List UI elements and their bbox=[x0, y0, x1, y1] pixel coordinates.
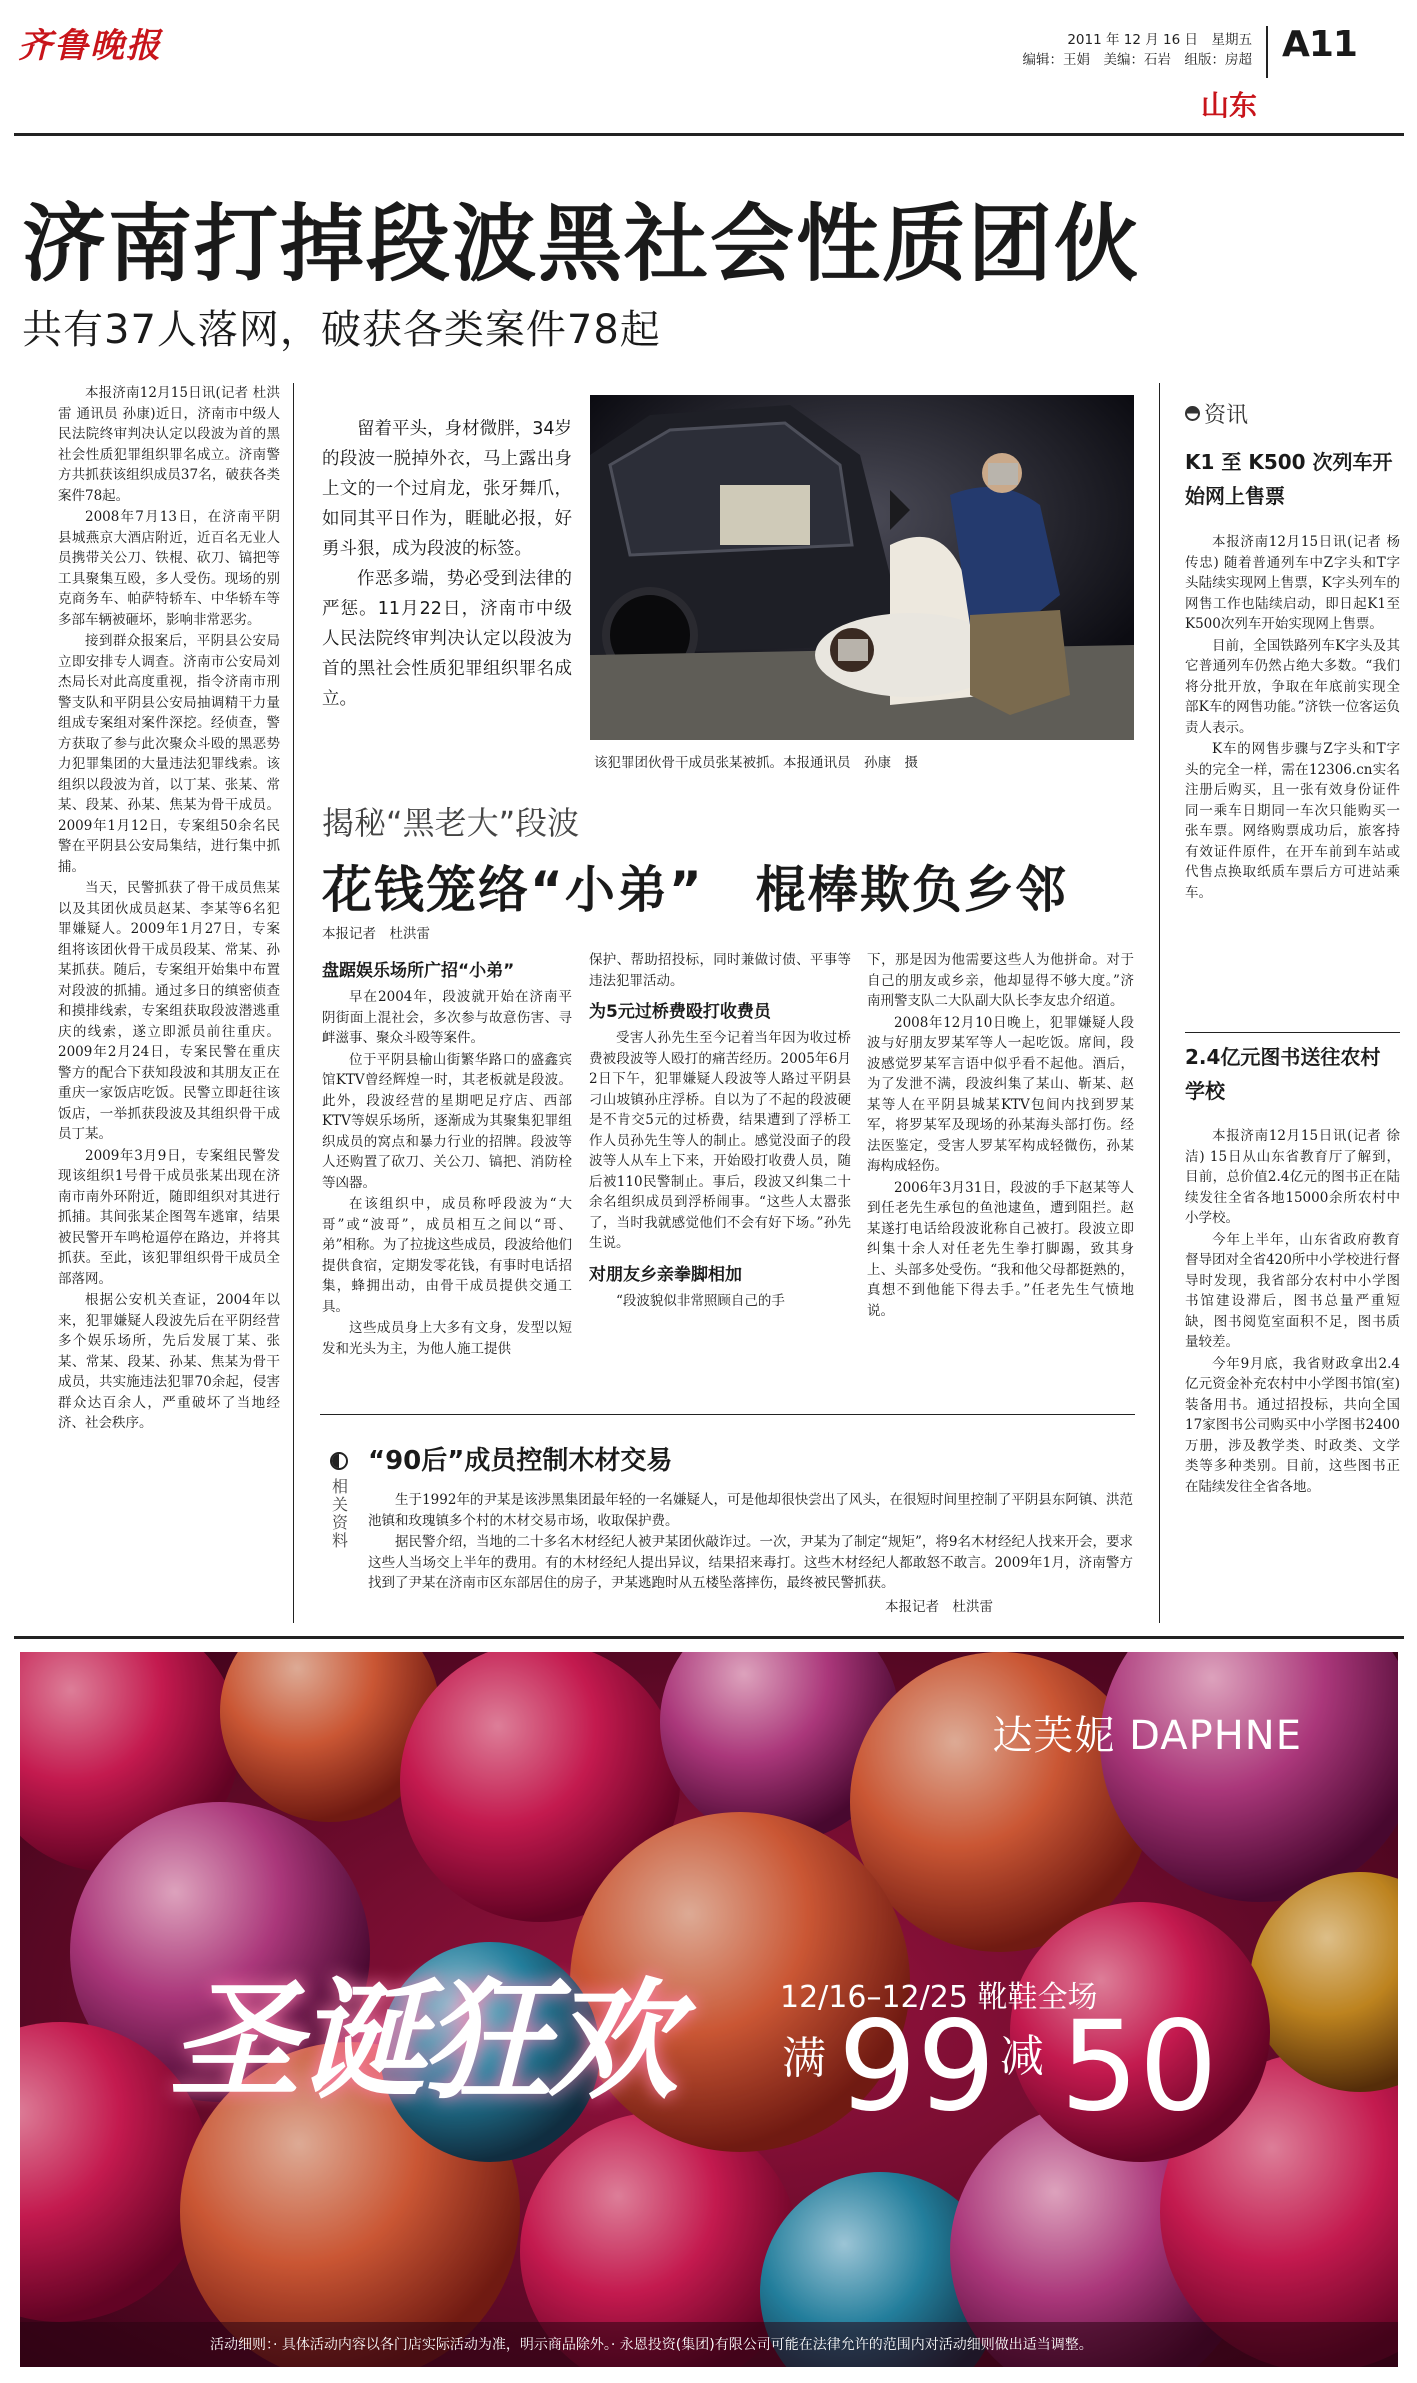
sidebar-paragraph: 今年上半年，山东省政府教育督导团对全省420所中小学校进行督导时发现，我省部分农村中小学图书馆建设滞后，图书总量严重短缺，图书阅览室面积不足，图书质量较差。 bbox=[1185, 1231, 1400, 1350]
related-info-icon bbox=[330, 1452, 348, 1470]
feature-column-1 bbox=[322, 950, 572, 1400]
sidebar-paragraph: 本报济南12月15日讯(记者 徐洁) 15日从山东省教育厅了解到，目前，总价值2.4亿元的图书正在陆续发往全省各地15000余所农村中小学校。 bbox=[1185, 1128, 1400, 1226]
page-number: A11 bbox=[1282, 24, 1357, 65]
feature-paragraph: 位于平阴县榆山街繁华路口的盛鑫宾馆KTV曾经辉煌一时，其老板就是段波。此外，段波经营的星期吧足疗店、西部KTV等娱乐场所，逐渐成为其聚集犯罪组织成员的窝点和暴力行业的招牌。段波等人还购置了砍刀、关公刀、镐把、消防栓等凶器。 bbox=[322, 1051, 572, 1191]
issue-date: 2011 年 12 月 16 日 星期五 bbox=[1067, 32, 1252, 48]
main-subheadline: 共有37人落网，破获各类案件78起 bbox=[22, 307, 661, 353]
bottom-rule bbox=[14, 1636, 1404, 1639]
feature-paragraph: 受害人孙先生至今记着当年因为收过桥费被段波等人殴打的痛苦经历。2005年6月2日下午，犯罪嫌疑人段波等人路过平阴县刁山坡镇孙庄浮桥。自以为了不起的段波硬是不肯交5元的过桥费，结果遭到了浮桥工作人员孙先生等人的制止。感觉没面子的段波等人从车上下来，开始殴打收费人员，随后被110民警制止。事后，段波又纠集二十余名组织成员到浮桥闹事。“这些人太嚣张了，当时我就感觉他们不会有好下场。”孙先生说。 bbox=[589, 1030, 851, 1251]
feature-column-2 bbox=[589, 950, 851, 1400]
feature-subhead: 对朋友乡亲拳脚相加 bbox=[589, 1264, 742, 1285]
lede-paragraph: 作恶多端，势必受到法律的严惩。11月22日，济南市中级人民法院终审判决认定以段波为首的黑社会性质犯罪组织罪名成立。 bbox=[322, 569, 572, 709]
feature-paragraph: 保护、帮助招投标，同时兼做讨债、平事等违法犯罪活动。 bbox=[589, 952, 851, 989]
promo-amount-50: 50 bbox=[1060, 1995, 1218, 2139]
sidebar-story1-headline: K1 至 K500 次列车开始网上售票 bbox=[1185, 450, 1393, 508]
feature-subhead: 为5元过桥费殴打收费员 bbox=[589, 1002, 771, 1022]
sidebar-label-text: 资讯 bbox=[1204, 403, 1249, 428]
related-paragraph: 生于1992年的尹某是该涉黑集团最年轻的一名嫌疑人，可是他却很快尝出了风头，在很短时间里控制了平阴县东阿镇、洪范池镇和玫瑰镇多个村的木材交易市场，收取保护费。 bbox=[368, 1492, 1133, 1529]
feature-paragraph: 2006年3月31日，段波的手下赵某等人到任老先生承包的鱼池逮鱼，遭到阻拦。赵某遂打电话给段波讹称自己被打。段波立即纠集十余人对任老先生拳打脚踢，致其身上、头部多处受伤。“我和他父母都挺熟的，真想不到他能下得去手。”任老先生气愤地说。 bbox=[867, 1179, 1134, 1319]
feature-byline: 本报记者 杜洪雷 bbox=[322, 926, 430, 942]
lede-column bbox=[322, 414, 572, 754]
feature-kicker: 揭秘“黑老大”段波 bbox=[322, 804, 580, 842]
sidebar-story2-body bbox=[1185, 1126, 1400, 1626]
promo-jian: 减 bbox=[1000, 2031, 1044, 2082]
feature-paragraph: 在该组织中，成员称呼段波为“大哥”或“波哥”，成员相互之间以“哥、弟”相称。为了拉拢这些成员，段波给他们提供食宿，定期发零花钱，有事时电话招集，蜂拥出动，由骨干成员提供交通工具。 bbox=[322, 1196, 572, 1315]
sidebar-label bbox=[1185, 398, 1248, 429]
promo-date: 12/16–12/25 靴鞋全场 bbox=[780, 1980, 1098, 2015]
lead-story-column bbox=[58, 383, 280, 1623]
lead-paragraph: 2008年7月13日，在济南平阴县城燕京大酒店附近，近百名无业人员携带关公刀、铁棍、砍刀、镐把等工具聚集互殴，多人受伤。现场的别克商务车、帕萨特轿车、中华轿车等多部车辆被砸坏，影响非常恶劣。 bbox=[58, 509, 280, 628]
photo-caption: 该犯罪团伙骨干成员张某被抓。本报通讯员 孙康 摄 bbox=[594, 755, 918, 771]
arrest-photo bbox=[590, 395, 1134, 740]
sidebar-divider bbox=[1159, 383, 1160, 1623]
promo-amount-99: 99 bbox=[838, 1995, 996, 2139]
sidebar-label-icon bbox=[1185, 406, 1200, 421]
header-meta bbox=[1023, 30, 1253, 70]
daphne-brand: 达芙妮 DAPHNE bbox=[992, 1713, 1302, 1759]
sidebar-paragraph: 目前，全国铁路列车K字头及其它普通列车仍然占绝大多数。“我们将分批开放，争取在年底前实现全部K车的网售功能。”济铁一位客运负责人表示。 bbox=[1185, 637, 1400, 736]
feature-paragraph: 这些成员身上大多有文身，发型以短发和光头为主，为他人施工提供 bbox=[322, 1320, 572, 1357]
column-divider bbox=[293, 383, 294, 1623]
sidebar-story2-headline: 2.4亿元图书送往农村学校 bbox=[1185, 1045, 1381, 1103]
related-top-rule bbox=[320, 1414, 1135, 1415]
sidebar-story-divider bbox=[1185, 1032, 1400, 1033]
sidebar-story1-body bbox=[1185, 532, 1400, 1032]
sidebar-paragraph: K车的网售步骤与Z字头和T字头的完全一样，需在12306.cn实名注册后购买，且一张有效身份证件同一乘车日期同一车次只能购买一张车票。网络购票成功后，旅客持有效证件原件，在开车前到车站或代售点换取纸质车票后方可进站乘车。 bbox=[1185, 741, 1400, 901]
lead-paragraph: 根据公安机关查证，2004年以来，犯罪嫌疑人段波先后在平阴经营多个娱乐场所，先后发展丁某、张某、常某、段某、孙某、焦某为骨干成员，共实施违法犯罪70余起，侵害群众达百余人，严重破坏了当地经济、社会秩序。 bbox=[58, 1292, 280, 1431]
related-headline: “90后”成员控制木材交易 bbox=[368, 1446, 673, 1476]
feature-paragraph: 早在2004年，段波就开始在济南平阴街面上混社会，多次参与故意伤害、寻衅滋事、聚众斗殴等案件。 bbox=[322, 989, 572, 1046]
main-headline: 济南打掉段波黑社会性质团伙 bbox=[22, 195, 1141, 293]
section-name: 山东 bbox=[1201, 89, 1258, 122]
masthead-logo: 齐鲁晚报 bbox=[18, 26, 162, 66]
lede-paragraph: 留着平头，身材微胖，34岁的段波一脱掉外衣，马上露出身上文的一个过肩龙，张牙舞爪，如同其平日作为，睚眦必报，好勇斗狠，成为段波的标签。 bbox=[322, 419, 572, 559]
feature-column-3 bbox=[867, 950, 1134, 1400]
feature-paragraph: 下，那是因为他需要这些人为他拼命。对于自己的朋友或乡亲，他却显得不够大度。”济南刑警支队二大队副大队长李友忠介绍道。 bbox=[867, 952, 1134, 1009]
promo-fineprint: 活动细则：· 具体活动内容以各门店实际活动为准，明示商品除外。· 永恩投资(集团)有限公司可能在法律允许的范围内对活动细则做出适当调整。 bbox=[210, 2337, 1093, 2353]
lead-paragraph: 2009年3月9日，专案组民警发现该组织1号骨干成员张某出现在济南市南外环附近，随即组织对其进行抓捕。其间张某企图驾车逃窜，结果被民警开车鸣枪逼停在路边，并将其抓获。至此，该犯罪组织骨干成员全部落网。 bbox=[58, 1147, 280, 1287]
related-label: 相关资料 bbox=[332, 1477, 349, 1550]
header-divider bbox=[1266, 26, 1268, 78]
feature-headline: 花钱笼络“小弟” 棍棒欺负乡邻 bbox=[322, 861, 1068, 919]
related-body bbox=[368, 1490, 1133, 1620]
sidebar-paragraph: 本报济南12月15日讯(记者 杨传忠) 随着普通列车中Z字头和T字头陆续实现网上售票，K字头列车的网售工作也陆续启动，即日起K1至K500次列车开始实现网上售票。 bbox=[1185, 534, 1400, 632]
lead-paragraph: 本报济南12月15日讯(记者 杜洪雷 通讯员 孙康)近日，济南市中级人民法院终审判决认定以段波为首的黑社会性质犯罪组织罪名成立。济南警方共抓获该组织成员37名，破获各类案件78起。 bbox=[58, 385, 280, 504]
daphne-advertisement bbox=[20, 1652, 1398, 2367]
lead-paragraph: 当天，民警抓获了骨干成员焦某以及其团伙成员赵某、李某等6名犯罪嫌疑人。2009年1月27日，专案组将该团伙骨干成员段某、常某、孙某抓获。随后，专案组开始集中布置对段波的抓捕。通过多日的缜密侦查和摸排线索，专案组获取段波潜逃重庆的线索，遂立即派员前往重庆。2009年2月24日，专案民警在重庆警方的配合下获知段波和其朋友正在重庆一家饭店吃饭。民警立即赶往该饭店，一举抓获段波及其组织骨干成员丁某。 bbox=[58, 880, 280, 1142]
top-rule bbox=[14, 133, 1404, 136]
lead-paragraph: 接到群众报案后，平阴县公安局立即安排专人调查。济南市公安局刘杰局长对此高度重视，指令济南市刑警支队和平阴县公安局抽调精干力量组成专案组对案件深挖。经侦查，警方获取了参与此次聚众斗殴的黑恶势力犯罪集团的大量违法犯罪线索。该组织以段波为首，以丁某、张某、常某、段某、孙某、焦某为骨干成员。2009年1月12日，专案组50余名民警在平阴县公安局集结，进行集中抓捕。 bbox=[58, 633, 280, 875]
related-paragraph: 据民警介绍，当地的二十多名木材经纪人被尹某团伙敲诈过。一次，尹某为了制定“规矩”，将9名木材经纪人找来开会，要求这些人当场交上半年的费用。有的木材经纪人提出异议，结果招来毒打。这些木材经纪人都敢怒不敢言。2009年1月，济南警方找到了尹某在济南市区东部居住的房子，尹某逃跑时从五楼坠落摔伤，最终被民警抓获。 bbox=[368, 1534, 1133, 1591]
promo-man: 满 bbox=[782, 2033, 826, 2084]
feature-paragraph: “段波貌似非常照顾自己的手 bbox=[616, 1292, 785, 1309]
related-byline: 本报记者 杜洪雷 bbox=[885, 1598, 993, 1615]
promo-title: 圣诞狂欢 bbox=[170, 1965, 675, 2117]
feature-subhead: 盘踞娱乐场所广招“小弟” bbox=[322, 961, 515, 981]
editors-credit: 编辑：王娟 美编：石岩 组版：房超 bbox=[1022, 52, 1252, 68]
sidebar-paragraph: 今年9月底，我省财政拿出2.4亿元资金补充农村中小学图书馆(室)装备用书。通过招投标，共向全国17家图书公司购买中小学图书2400万册，涉及教学类、时政类、文学类等多种类别。目前，这些图书正在陆续发往全省各地。 bbox=[1185, 1355, 1400, 1495]
feature-paragraph: 2008年12月10日晚上，犯罪嫌疑人段波与好朋友罗某军等人一起吃饭。席间，段波感觉罗某军言语中似乎看不起他。酒后，为了发泄不满，段波纠集了某山、靳某、赵某等人在平阴县城某KTV包间内找到罗某军，将罗某军及现场的孙某海头部打伤。经法医鉴定，受害人罗某军构成轻微伤，孙某海构成轻伤。 bbox=[867, 1014, 1134, 1174]
